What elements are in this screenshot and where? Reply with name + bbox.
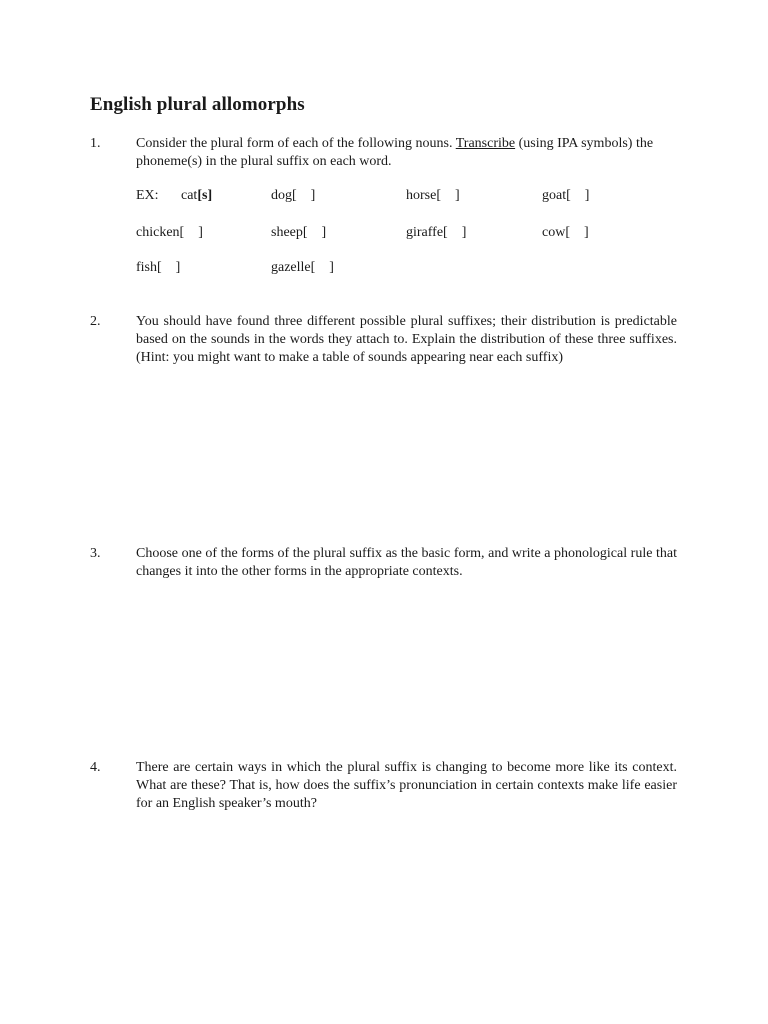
question-2-number: 2. bbox=[90, 314, 101, 329]
word-item: giraffe[ ] bbox=[406, 225, 467, 240]
example-item bbox=[181, 188, 212, 204]
example-label: EX: bbox=[136, 188, 159, 203]
question-1-text-after: (using IPA symbols) the phoneme(s) in the plural suffix on each word. bbox=[136, 136, 654, 169]
question-4-text: There are certain ways in which the plural suffix is changing to become more like its context. What are these? That is, how does the suffix’s pronunciation in certain contexts make life easier for an English speaker’s mouth? bbox=[136, 760, 677, 811]
question-1-text bbox=[136, 135, 677, 171]
word-item: sheep[ ] bbox=[271, 225, 327, 240]
question-4-number: 4. bbox=[90, 760, 101, 775]
question-1-text-before: Consider the plural form of each of the following nouns. bbox=[136, 136, 456, 151]
question-3-number: 3. bbox=[90, 546, 101, 561]
example-word: cat bbox=[181, 188, 198, 203]
word-item: fish[ ] bbox=[136, 260, 181, 275]
question-1-number: 1. bbox=[90, 136, 101, 151]
worksheet-title: English plural allomorphs bbox=[90, 94, 305, 115]
example-answer: [s] bbox=[197, 188, 213, 203]
word-item: cow[ ] bbox=[542, 225, 589, 240]
word-item: gazelle[ ] bbox=[271, 260, 334, 275]
word-item: goat[ ] bbox=[542, 188, 590, 203]
word-item: dog[ ] bbox=[271, 188, 316, 203]
question-1-underlined: Transcribe bbox=[455, 136, 516, 151]
word-item: chicken[ ] bbox=[136, 225, 203, 240]
question-3-text: Choose one of the forms of the plural suffix as the basic form, and write a phonological rule that changes it into the other forms in the appropriate contexts. bbox=[136, 546, 677, 579]
question-2-text: You should have found three different possible plural suffixes; their distribution is predictable based on the sounds in the words they attach to. Explain the distribution of these three suffixes. (Hint: you might want to make a table of sounds appearing near each suffix) bbox=[136, 314, 677, 365]
word-item: horse[ ] bbox=[406, 188, 460, 203]
